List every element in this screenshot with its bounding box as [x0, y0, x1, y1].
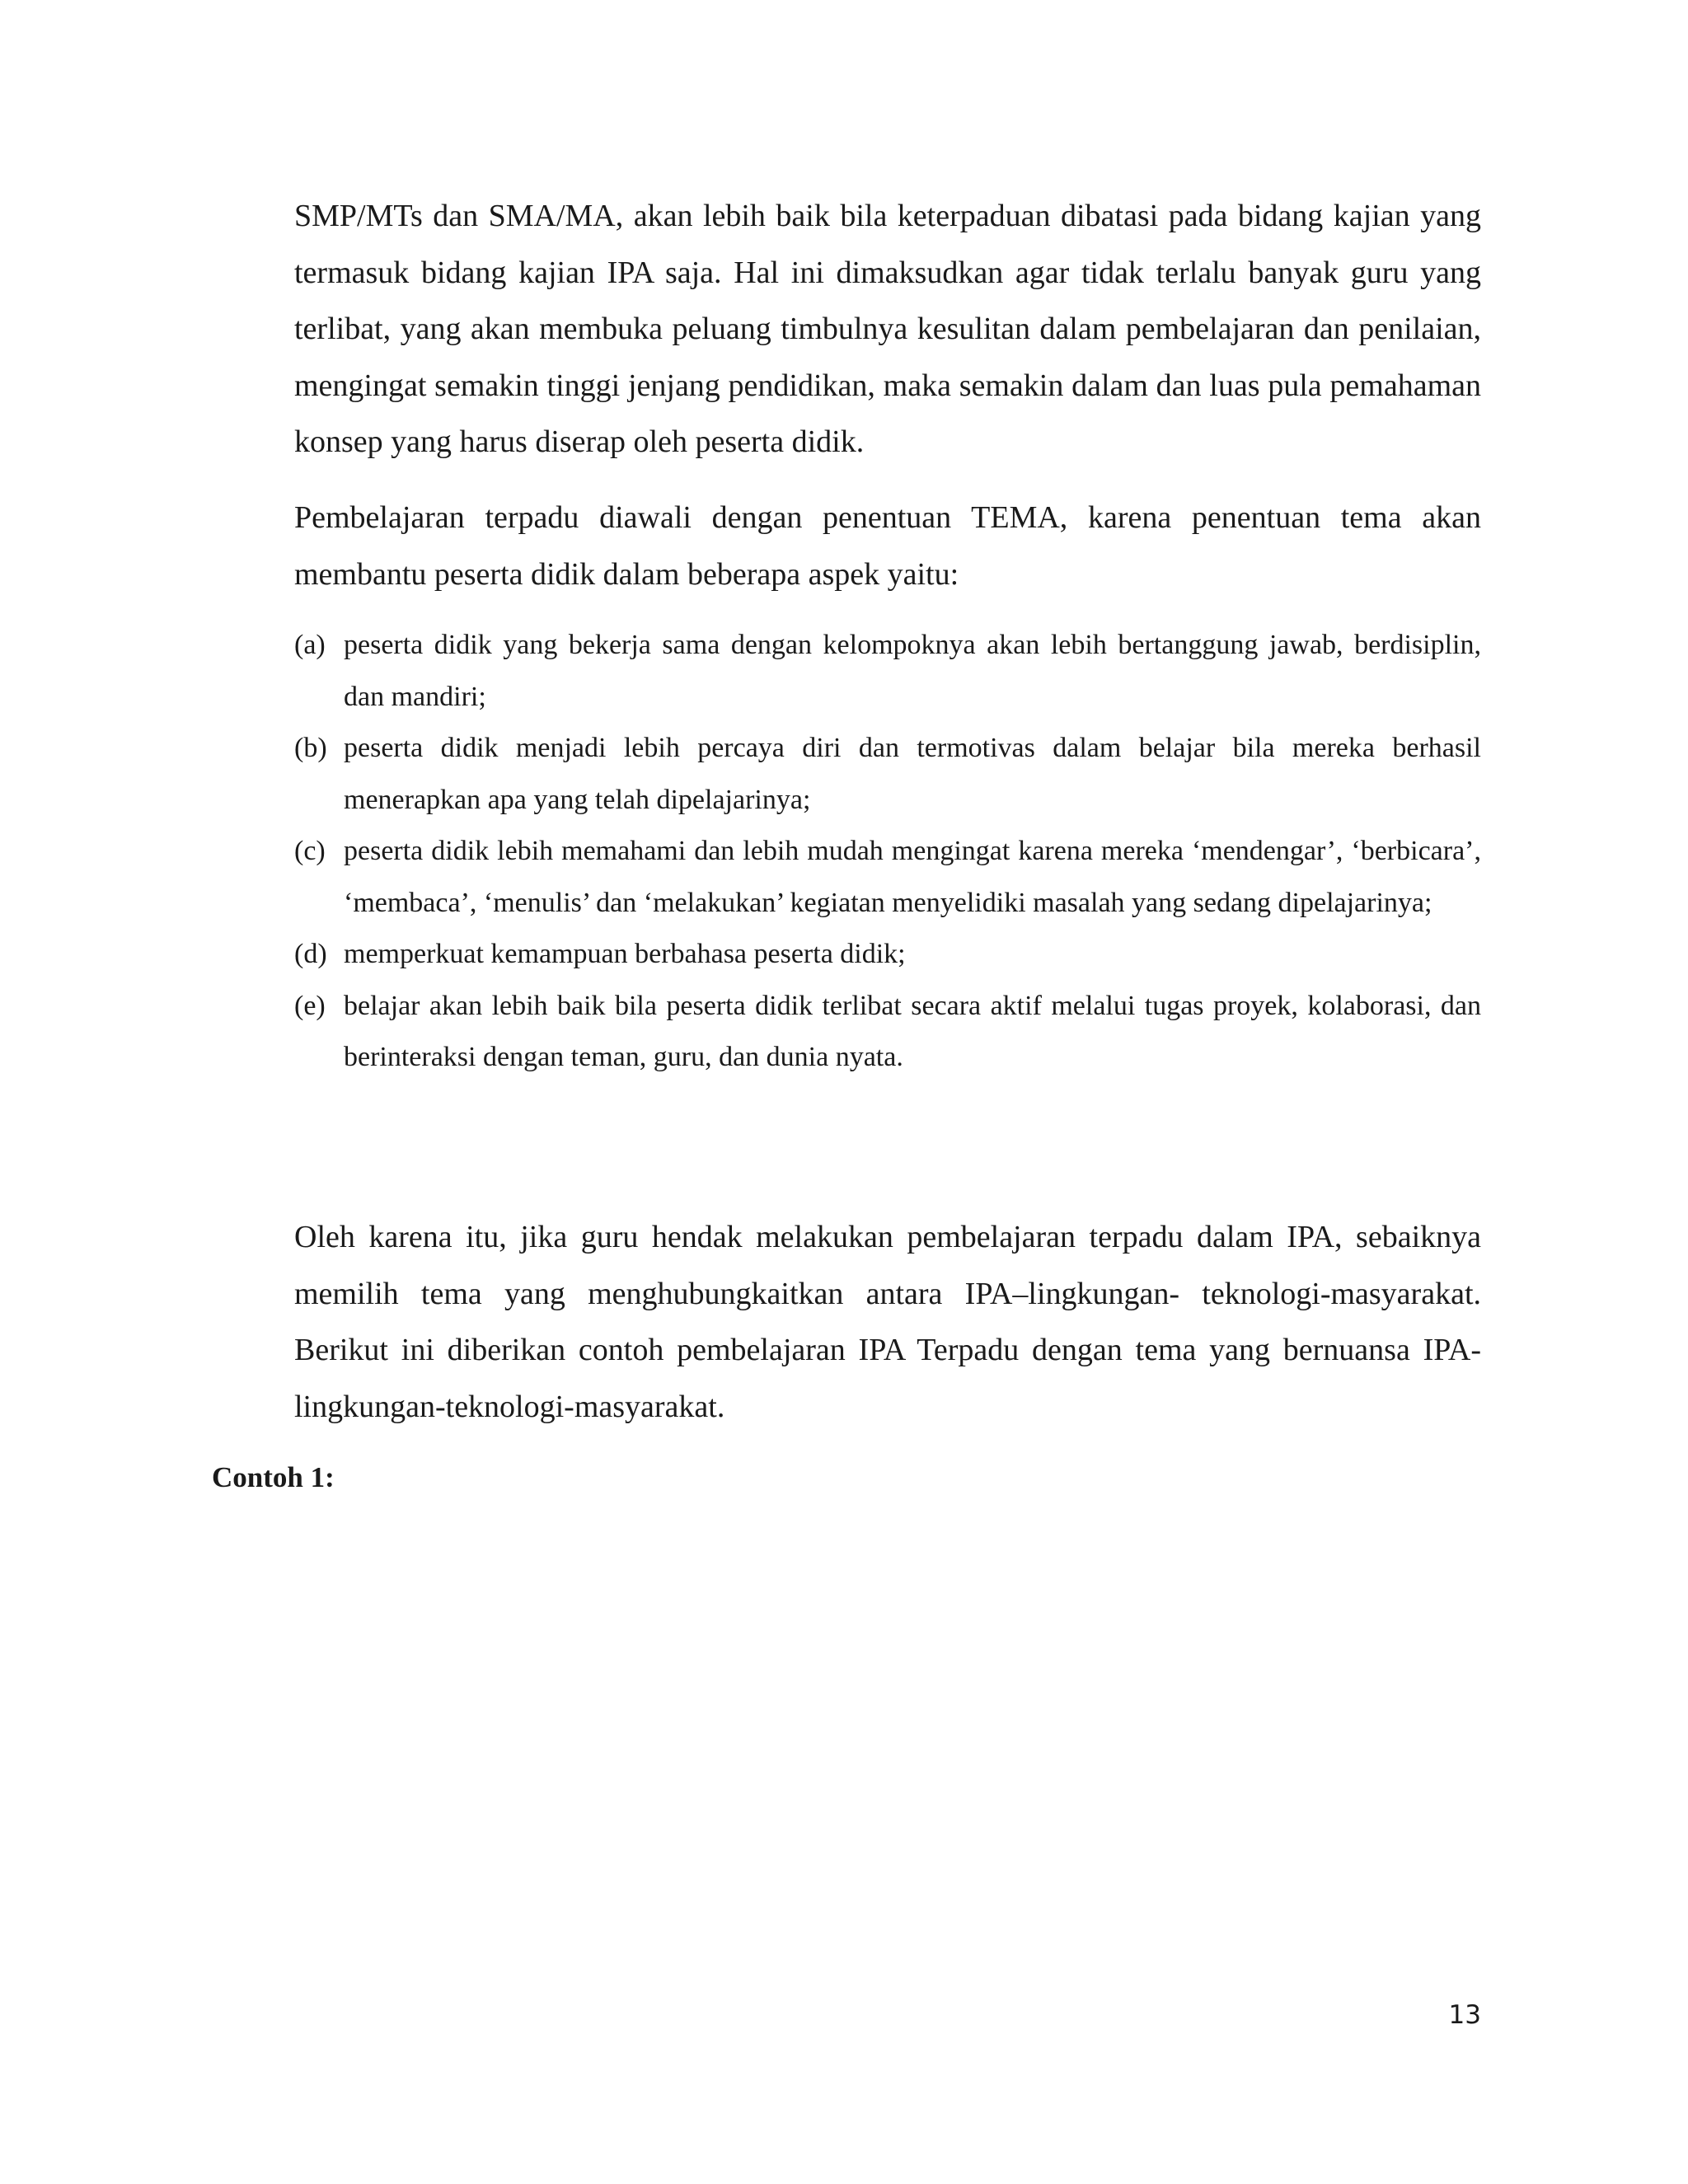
- list-item: [294, 981, 1481, 1084]
- list-item: [294, 826, 1481, 929]
- aspect-list: [294, 620, 1481, 1084]
- paragraph-theme-intro: Pembelajaran terpadu diawali dengan penentuan TEMA, karena penentuan tema akan membantu peserta didik dalam beberapa aspek yaitu:: [294, 500, 1481, 592]
- list-item-text: peserta didik lebih memahami dan lebih mudah mengingat karena mereka ‘mendengar’, ‘berbicara’, ‘membaca’, ‘menulis’ dan ‘melakukan’ kegiatan menyelidiki masalah yang sedang dipelajarinya;: [344, 836, 1481, 918]
- list-item: [294, 929, 1481, 981]
- example-heading: Contoh 1:: [212, 1461, 335, 1493]
- list-item-text: belajar akan lebih baik bila peserta didik terlibat secara aktif melalui tugas proyek, kolaborasi, dan berinteraksi dengan teman, guru, dan dunia nyata.: [344, 990, 1481, 1072]
- paragraph-intro: SMP/MTs dan SMA/MA, akan lebih baik bila keterpaduan dibatasi pada bidang kajian yang termasuk bidang kajian IPA saja. Hal ini dimaksudkan agar tidak terlalu banyak guru yang terlibat, yang akan membuka peluang timbulnya kesulitan dalam pembelajaran dan penilaian, mengingat semakin tinggi jenjang pendidikan, maka semakin dalam dan luas pula pemahaman konsep yang harus diserap oleh peserta didik.: [294, 199, 1481, 459]
- list-marker: (e): [294, 990, 326, 1021]
- list-item: [294, 723, 1481, 826]
- list-marker: (c): [294, 836, 326, 866]
- list-item: [294, 620, 1481, 723]
- page-number: 13: [1448, 2000, 1481, 2030]
- list-item-text: peserta didik yang bekerja sama dengan kelompoknya akan lebih bertanggung jawab, berdisiplin, dan mandiri;: [344, 630, 1481, 712]
- list-marker: (a): [294, 630, 326, 660]
- list-marker: (d): [294, 939, 327, 969]
- paragraph-conclusion: Oleh karena itu, jika guru hendak melakukan pembelajaran terpadu dalam IPA, sebaiknya memilih tema yang menghubungkaitkan antara IPA–lingkungan- teknologi-masyarakat. Berikut ini diberikan contoh pembelajaran IPA Terpadu dengan tema yang bernuansa IPA-lingkungan-teknologi-masyarakat.: [294, 1220, 1481, 1424]
- list-marker: (b): [294, 733, 327, 763]
- list-item-text: memperkuat kemampuan berbahasa peserta didik;: [344, 939, 906, 969]
- list-item-text: peserta didik menjadi lebih percaya diri dan termotivas dalam belajar bila mereka berhasil menerapkan apa yang telah dipelajarinya;: [344, 733, 1481, 815]
